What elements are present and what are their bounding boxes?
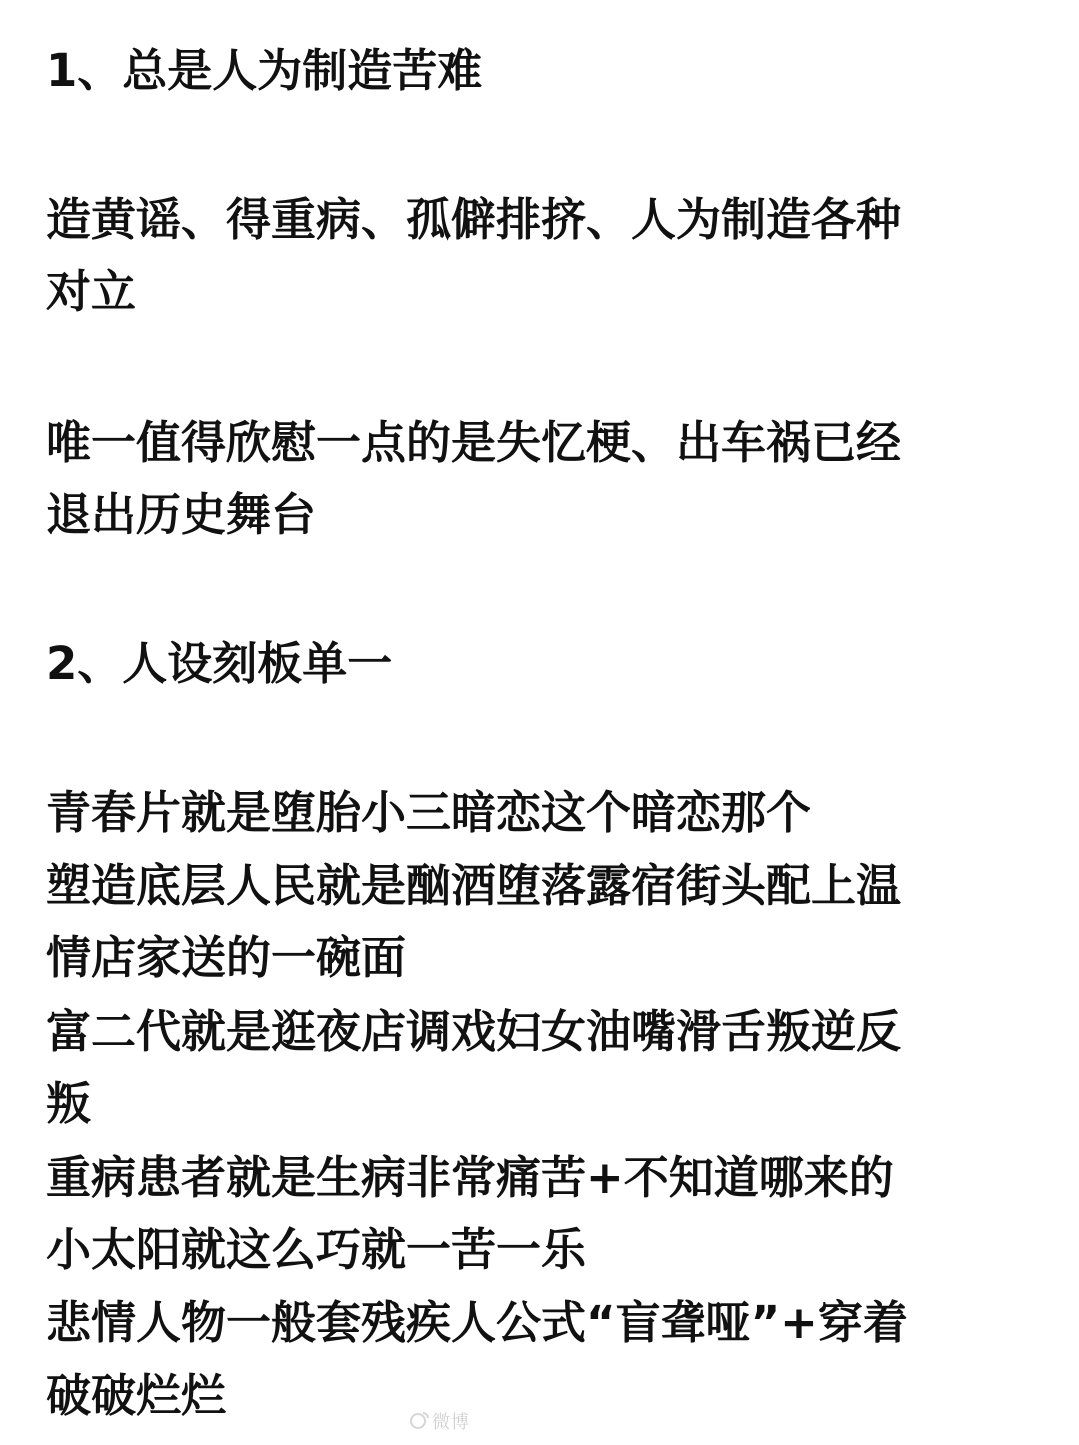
paragraph-3-line-4: 富二代就是逛夜店调戏妇女油嘴滑舌叛逆反 (46, 1005, 902, 1058)
paragraph-3-line-5: 叛 (46, 1077, 92, 1130)
paragraph-3-line-2: 塑造底层人民就是酗酒堕落露宿街头配上温 (46, 859, 902, 912)
weibo-logo-icon (410, 1413, 426, 1429)
paragraph-2-line-1: 唯一值得欣慰一点的是失忆梗、出车祸已经 (46, 416, 902, 469)
watermark-text: 微博 (432, 1412, 470, 1432)
paragraph-3-line-8: 悲情人物一般套残疾人公式“盲聋哑”+穿着 (46, 1296, 908, 1349)
paragraph-3-line-3: 情店家送的一碗面 (46, 931, 407, 984)
paragraph-2-line-2: 退出历史舞台 (46, 488, 317, 541)
watermark (410, 1411, 470, 1431)
heading-2: 2、人设刻板单一 (46, 637, 393, 690)
paragraph-3-line-9: 破破烂烂 (46, 1369, 227, 1422)
paragraph-3-line-6: 重病患者就是生病非常痛苦+不知道哪来的 (46, 1151, 894, 1204)
paragraph-1-line-2: 对立 (46, 265, 137, 318)
heading-1: 1、总是人为制造苦难 (46, 44, 483, 97)
paragraph-3-line-1: 青春片就是堕胎小三暗恋这个暗恋那个 (46, 786, 812, 839)
paragraph-3-line-7: 小太阳就这么巧就一苦一乐 (46, 1223, 587, 1276)
paragraph-1-line-1: 造黄谣、得重病、孤僻排挤、人为制造各种 (46, 193, 902, 246)
